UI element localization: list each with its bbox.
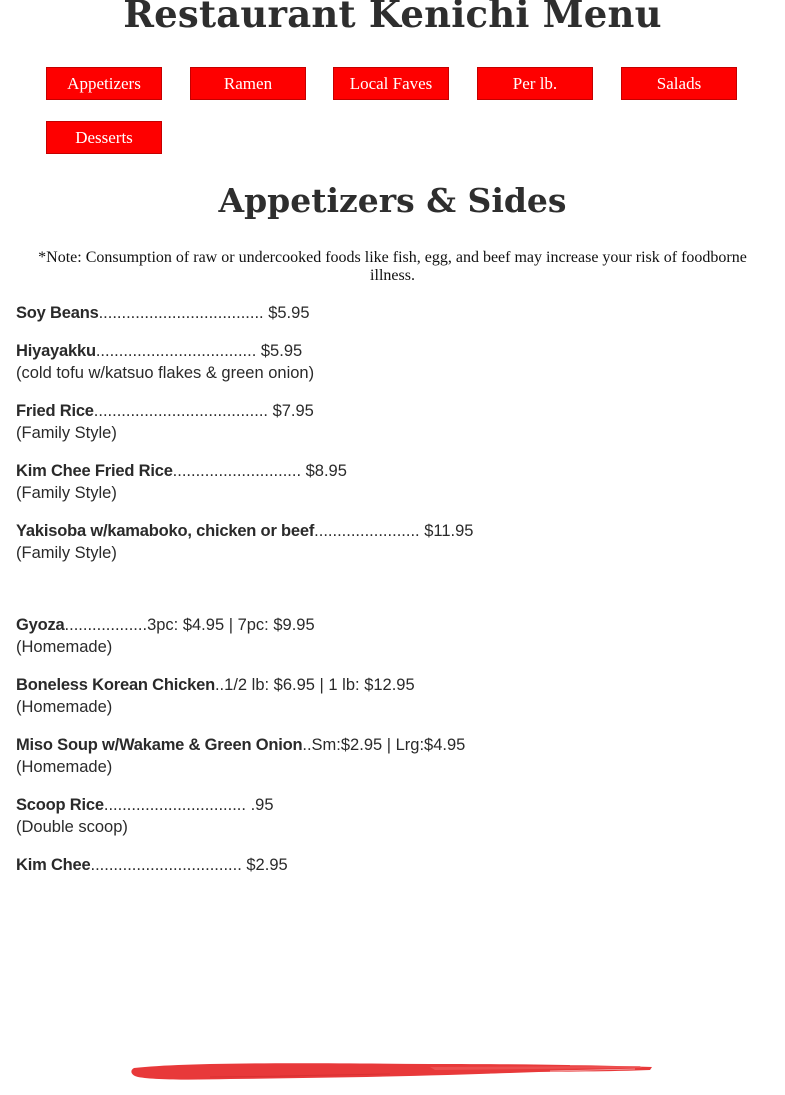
menu-item-leader: .................................	[90, 856, 242, 874]
menu-item-price: .95	[245, 796, 274, 814]
menu-item-description: (Homemade)	[16, 698, 113, 716]
nav-button-appetizers[interactable]: Appetizers	[46, 67, 162, 100]
menu-item-description: (cold tofu w/katsuo flakes & green onion)	[16, 364, 315, 382]
menu-item-leader: ....................................	[98, 304, 264, 322]
menu-item	[16, 340, 314, 384]
nav-button-per-lb[interactable]: Per lb.	[477, 67, 593, 100]
menu-item	[16, 794, 274, 838]
menu-item-price: $5.95	[256, 342, 303, 360]
menu-item-name: Scoop Rice	[16, 796, 104, 814]
menu-item-description: (Family Style)	[16, 484, 117, 502]
menu-item-name: Fried Rice	[16, 402, 94, 420]
page-title: Restaurant Kenichi Menu	[123, 0, 662, 36]
menu-item-price: $8.95	[301, 462, 347, 480]
menu-item-description: (Family Style)	[16, 424, 117, 442]
menu-item	[16, 460, 347, 504]
menu-item-description: (Double scoop)	[16, 818, 128, 836]
section-title: Appetizers & Sides	[218, 181, 567, 220]
menu-item-name: Kim Chee	[16, 856, 91, 874]
menu-item	[16, 734, 465, 778]
menu-item-leader: ..................	[64, 616, 148, 634]
menu-item	[16, 400, 314, 444]
menu-item-name: Kim Chee Fried Rice	[16, 462, 173, 480]
menu-item	[16, 674, 415, 718]
menu-item-description: (Homemade)	[16, 638, 113, 656]
menu-item-price: $11.95	[419, 522, 474, 540]
menu-item-name: Miso Soup w/Wakame & Green Onion	[16, 736, 303, 754]
nav-button-ramen[interactable]: Ramen	[190, 67, 306, 100]
nav-button-desserts[interactable]: Desserts	[46, 121, 162, 154]
brush-stroke-divider	[130, 1058, 655, 1084]
nav-button-local-faves[interactable]: Local Faves	[333, 67, 449, 100]
menu-item-price: 3pc: $4.95 | 7pc: $9.95	[147, 616, 315, 634]
menu-item-name: Gyoza	[16, 616, 65, 634]
menu-item-name: Yakisoba w/kamaboko, chicken or beef	[16, 522, 315, 540]
menu-item-price: 1/2 lb: $6.95 | 1 lb: $12.95	[224, 676, 415, 694]
menu-item-leader: .......................	[314, 522, 420, 540]
menu-item-leader: ......................................	[93, 402, 268, 420]
menu-item-leader: ..	[302, 736, 312, 754]
menu-item-leader: ..	[214, 676, 225, 694]
menu-item	[16, 854, 288, 876]
nav-button-salads[interactable]: Salads	[621, 67, 737, 100]
menu-item-leader: ...................................	[95, 342, 257, 360]
menu-item-description: (Homemade)	[16, 758, 113, 776]
menu-item-price: $5.95	[263, 304, 310, 322]
menu-item	[16, 614, 315, 658]
menu-item-price: $2.95	[241, 856, 288, 874]
menu-item-price: Sm:$2.95 | Lrg:$4.95	[311, 736, 466, 754]
menu-item-price: $7.95	[267, 402, 314, 420]
menu-item-name: Hiyayakku	[16, 342, 96, 360]
menu-item-name: Boneless Korean Chicken	[16, 676, 215, 694]
menu-item-name: Soy Beans	[16, 304, 99, 322]
food-safety-note: *Note: Consumption of raw or undercooked foods like fish, egg, and beef may increase your risk of foodborne illness.	[38, 249, 747, 284]
menu-item	[16, 520, 473, 564]
menu-item-leader: ............................	[172, 462, 302, 480]
menu-item-leader: ...............................	[103, 796, 246, 814]
menu-item	[16, 302, 310, 324]
menu-item-description: (Family Style)	[16, 544, 117, 562]
